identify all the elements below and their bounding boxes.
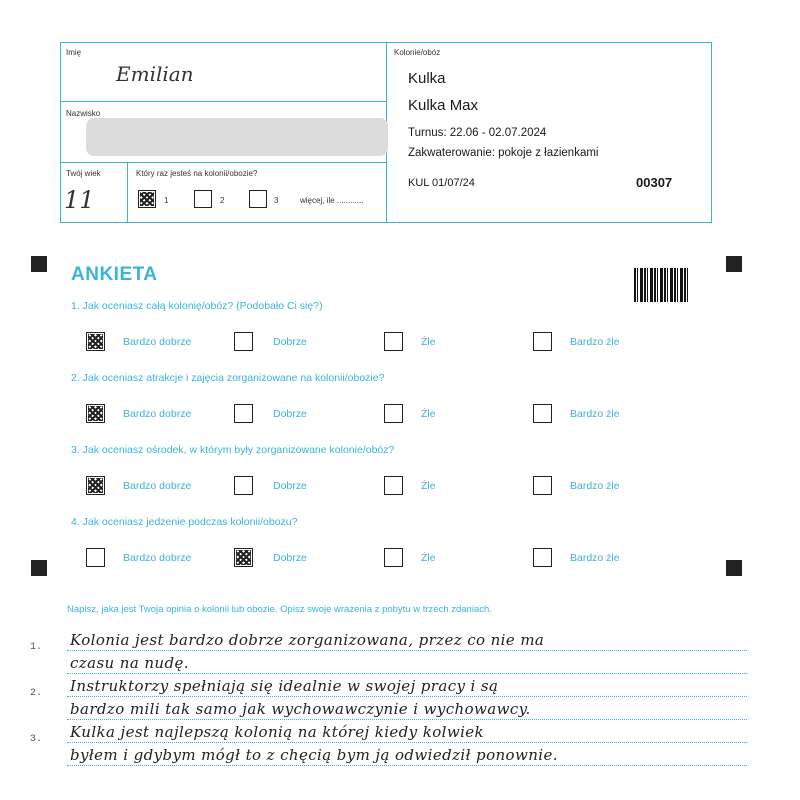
line-number-3: 3. bbox=[30, 734, 43, 745]
zakwaterowanie: Zakwaterowanie: pokoje z łazienkami bbox=[408, 147, 599, 159]
q1-checkbox-bardzo-zle[interactable] bbox=[533, 332, 552, 351]
opinion-prompt: Napisz, jaka jest Twoja opinia o kolonii lub obozie. Opisz swoje wrażenia z pobytu w trzech zdaniach. bbox=[67, 604, 492, 615]
q2-label-bardzo-dobrze: Bardzo dobrze bbox=[123, 408, 192, 420]
writing-line bbox=[67, 719, 747, 720]
question-4: 4. Jak oceniasz jedzenie podczas kolonii/obozu? bbox=[71, 516, 298, 528]
nazwisko-label: Nazwisko bbox=[66, 109, 101, 118]
answer-line-4[interactable]: bardzo mili tak samo jak wychowawczynie i wychowawcy. bbox=[70, 700, 531, 718]
name-separator bbox=[60, 101, 387, 102]
q1-label-bardzo-dobrze: Bardzo dobrze bbox=[123, 336, 192, 348]
q1-checkbox-dobrze[interactable] bbox=[234, 332, 253, 351]
kolonie-label: Kolonie/obóz bbox=[394, 48, 441, 57]
question-3: 3. Jak oceniasz ośrodek, w którym były zorganizowane kolonie/obóz? bbox=[71, 444, 395, 456]
q4-label-bardzo-zle: Bardzo źle bbox=[570, 552, 620, 564]
camp-name: Kulka bbox=[408, 70, 446, 87]
writing-line bbox=[67, 650, 747, 651]
line-number-1: 1. bbox=[30, 642, 43, 653]
camp-subname: Kulka Max bbox=[408, 97, 479, 114]
ktory-raz-option-2: 2 bbox=[220, 196, 225, 205]
ktory-raz-checkbox-3[interactable] bbox=[249, 190, 267, 208]
q4-checkbox-bardzo-zle[interactable] bbox=[533, 548, 552, 567]
registration-marker-bl bbox=[31, 560, 47, 576]
q2-label-zle: Źle bbox=[421, 408, 436, 420]
q2-label-bardzo-zle: Bardzo źle bbox=[570, 408, 620, 420]
q2-label-dobrze: Dobrze bbox=[273, 408, 307, 420]
q1-checkbox-bardzo-dobrze[interactable] bbox=[86, 332, 105, 351]
answer-line-3[interactable]: Instruktorzy spełniają się idealnie w swojej pracy i są bbox=[70, 677, 499, 695]
camp-code: KUL 01/07/24 bbox=[408, 177, 475, 189]
age-separator bbox=[127, 162, 128, 223]
ktory-raz-option-1: 1 bbox=[164, 196, 169, 205]
answer-line-6[interactable]: byłem i gdybym mógł to z chęcią bym ją odwiedził ponownie. bbox=[70, 746, 558, 764]
q2-checkbox-zle[interactable] bbox=[384, 404, 403, 423]
q1-label-dobrze: Dobrze bbox=[273, 336, 307, 348]
survey-title: ANKIETA bbox=[71, 264, 158, 285]
q4-checkbox-dobrze[interactable] bbox=[234, 548, 253, 567]
q2-checkbox-bardzo-dobrze[interactable] bbox=[86, 404, 105, 423]
registration-marker-tl bbox=[31, 256, 47, 272]
wiek-value[interactable]: 11 bbox=[64, 186, 95, 214]
answer-line-5[interactable]: Kulka jest najlepszą kolonią na której kiedy kolwiek bbox=[70, 723, 485, 741]
q3-checkbox-dobrze[interactable] bbox=[234, 476, 253, 495]
ktory-raz-more: więcej, ile ............ bbox=[300, 196, 364, 205]
writing-line bbox=[67, 673, 747, 674]
barcode bbox=[634, 268, 690, 302]
ktory-raz-checkbox-1[interactable] bbox=[138, 190, 156, 208]
question-2: 2. Jak oceniasz atrakcje i zajęcia zorganizowane na kolonii/obozie? bbox=[71, 372, 385, 384]
registration-marker-br bbox=[726, 560, 742, 576]
question-1: 1. Jak oceniasz całą kolonię/obóz? (Podobało Ci się?) bbox=[71, 300, 323, 312]
q1-checkbox-zle[interactable] bbox=[384, 332, 403, 351]
q2-checkbox-dobrze[interactable] bbox=[234, 404, 253, 423]
q4-label-bardzo-dobrze: Bardzo dobrze bbox=[123, 552, 192, 564]
turnus: Turnus: 22.06 - 02.07.2024 bbox=[408, 127, 547, 139]
answer-line-2[interactable]: czasu na nudę. bbox=[70, 654, 189, 672]
wiek-label: Twój wiek bbox=[66, 169, 101, 178]
q3-checkbox-bardzo-dobrze[interactable] bbox=[86, 476, 105, 495]
q3-checkbox-zle[interactable] bbox=[384, 476, 403, 495]
imie-label: Imię bbox=[66, 48, 82, 57]
form-number: 00307 bbox=[636, 175, 673, 190]
nazwisko-redacted bbox=[86, 118, 388, 156]
q3-label-bardzo-zle: Bardzo źle bbox=[570, 480, 620, 492]
ktory-raz-label: Który raz jesteś na kolonii/obozie? bbox=[136, 169, 258, 178]
q3-label-bardzo-dobrze: Bardzo dobrze bbox=[123, 480, 192, 492]
writing-line bbox=[67, 696, 747, 697]
writing-line bbox=[67, 742, 747, 743]
q4-label-zle: Źle bbox=[421, 552, 436, 564]
q3-label-zle: Źle bbox=[421, 480, 436, 492]
q4-checkbox-zle[interactable] bbox=[384, 548, 403, 567]
q1-label-bardzo-zle: Bardzo źle bbox=[570, 336, 620, 348]
q4-label-dobrze: Dobrze bbox=[273, 552, 307, 564]
answer-line-1[interactable]: Kolonia jest bardzo dobrze zorganizowana, przez co nie ma bbox=[70, 631, 545, 649]
registration-marker-tr bbox=[726, 256, 742, 272]
q4-checkbox-bardzo-dobrze[interactable] bbox=[86, 548, 105, 567]
q1-label-zle: Źle bbox=[421, 336, 436, 348]
q3-label-dobrze: Dobrze bbox=[273, 480, 307, 492]
writing-line bbox=[67, 765, 747, 766]
surname-separator bbox=[60, 162, 387, 163]
ktory-raz-checkbox-2[interactable] bbox=[194, 190, 212, 208]
ktory-raz-option-3: 3 bbox=[274, 196, 279, 205]
line-number-2: 2. bbox=[30, 688, 43, 699]
imie-value[interactable]: Emilian bbox=[116, 62, 194, 86]
q3-checkbox-bardzo-zle[interactable] bbox=[533, 476, 552, 495]
q2-checkbox-bardzo-zle[interactable] bbox=[533, 404, 552, 423]
